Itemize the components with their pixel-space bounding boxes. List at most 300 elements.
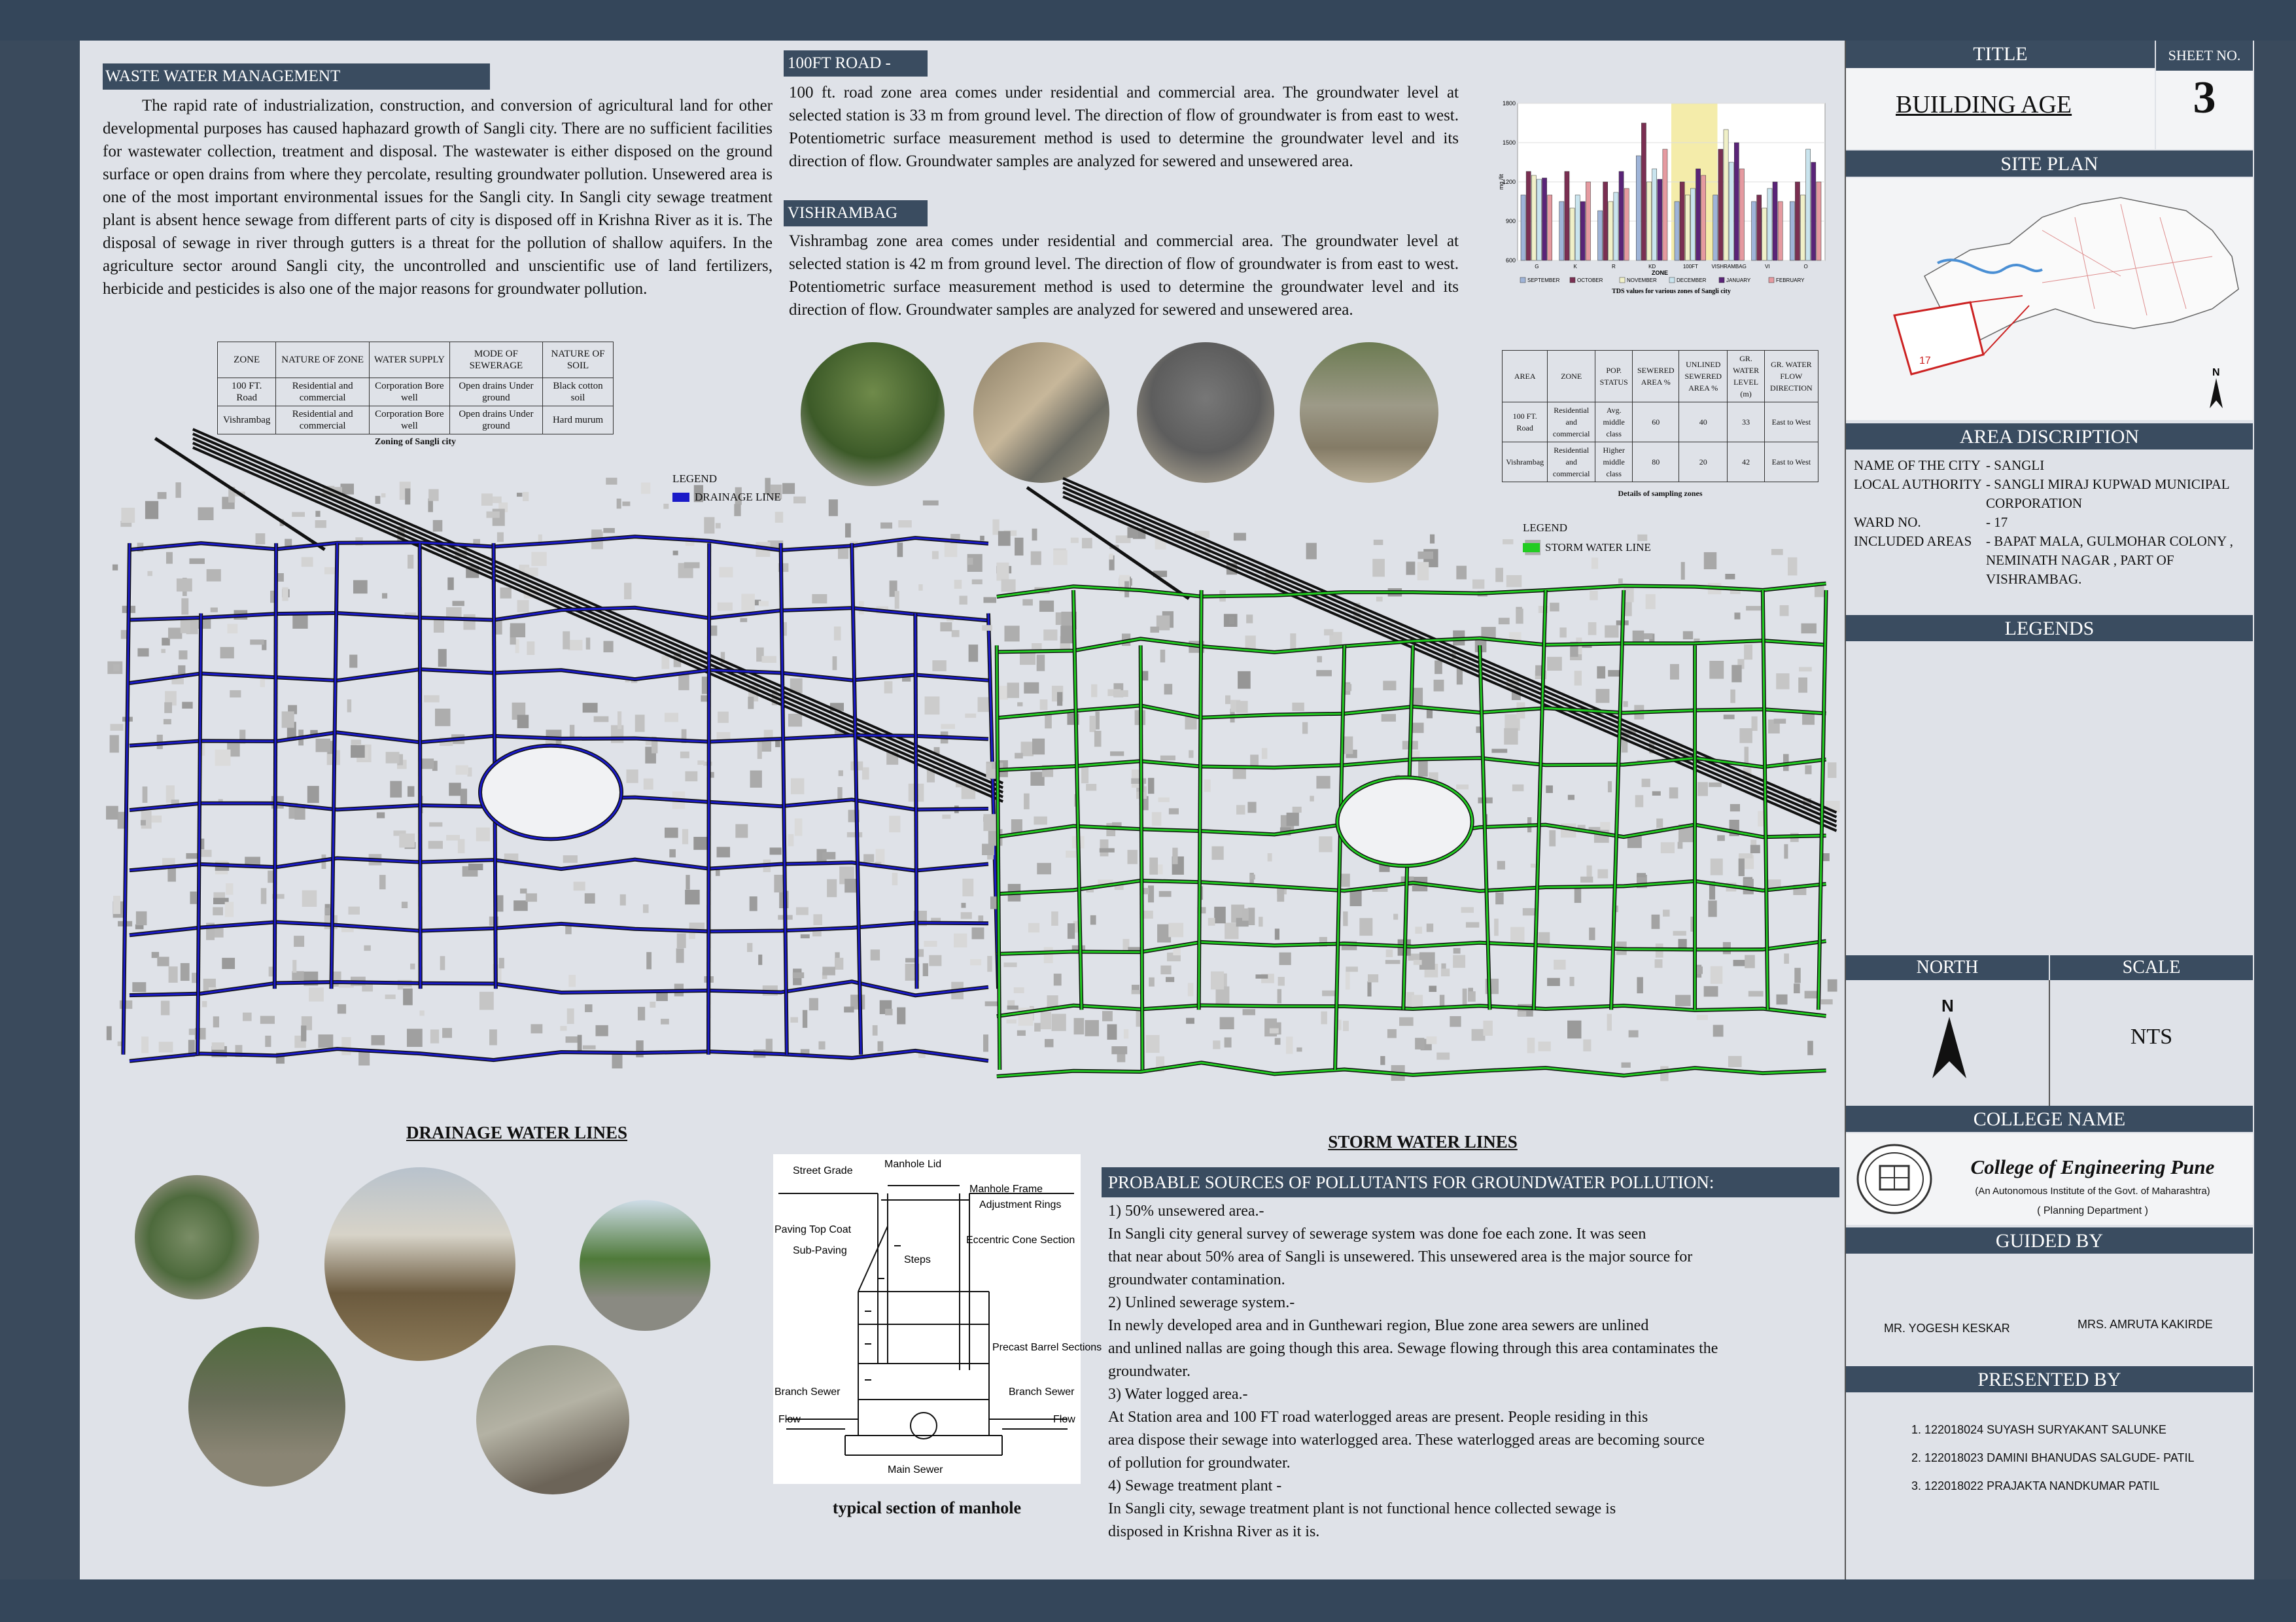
building-block — [349, 655, 357, 668]
chart-bar — [1817, 182, 1821, 260]
drainage-legend-title: LEGEND — [672, 472, 717, 485]
manhole-label: Flow — [1053, 1414, 1075, 1425]
building-block — [1160, 966, 1171, 975]
manhole-diagram — [773, 1154, 1102, 1484]
chart-bar — [1767, 188, 1772, 260]
building-block — [1633, 631, 1644, 643]
building-block — [456, 766, 468, 775]
sampling-cell: 33 — [1728, 402, 1764, 442]
pollutant-line: In newly developed area and in Gunthewari region, Blue zone area sewers are unlined — [1108, 1317, 1649, 1334]
building-block — [1031, 552, 1041, 565]
storm-legend-title: LEGEND — [1523, 521, 1567, 534]
building-block — [1322, 991, 1336, 996]
building-block — [682, 829, 688, 844]
building-block — [646, 741, 653, 745]
building-block — [294, 936, 304, 947]
building-block — [1597, 869, 1608, 878]
building-block — [718, 712, 729, 723]
building-block — [277, 573, 283, 582]
manhole-label: Branch Sewer — [1009, 1386, 1075, 1398]
building-block — [1007, 1019, 1017, 1023]
building-block — [213, 907, 223, 915]
building-block — [1415, 1038, 1424, 1049]
chart-legend-swatch — [1769, 277, 1774, 283]
building-block — [1539, 1042, 1551, 1051]
building-block — [1007, 682, 1019, 697]
building-block — [1071, 538, 1079, 543]
storm-legend — [1523, 521, 1651, 554]
building-block — [1374, 540, 1383, 545]
area-key: NAME OF THE CITY — [1854, 457, 1981, 473]
building-block — [1637, 977, 1643, 993]
building-block — [1214, 907, 1226, 923]
area-line — [1854, 475, 2249, 513]
building-block — [1043, 629, 1057, 641]
chart-legend-swatch — [1620, 277, 1625, 283]
building-block — [585, 893, 595, 904]
building-block — [1711, 966, 1723, 984]
building-block — [1828, 979, 1837, 992]
manhole-label: Manhole Frame — [969, 1184, 1043, 1195]
building-block — [1149, 858, 1158, 875]
building-block — [341, 484, 355, 495]
building-block — [704, 517, 714, 533]
chart-bar — [1690, 188, 1695, 260]
building-block — [113, 896, 120, 914]
building-block — [1457, 668, 1463, 684]
building-block — [1608, 781, 1612, 792]
building-block — [1463, 989, 1467, 1004]
building-block — [1015, 753, 1023, 759]
building-block — [586, 638, 591, 650]
building-block — [643, 904, 649, 913]
zoning-cell: Corporation Bore well — [369, 378, 449, 406]
building-block — [940, 622, 952, 631]
building-block — [1085, 1020, 1099, 1036]
building-block — [1798, 677, 1807, 692]
building-block — [1589, 928, 1595, 940]
building-block — [1784, 844, 1788, 858]
chart-bar — [1729, 162, 1733, 260]
building-block — [1418, 760, 1428, 777]
service-line — [781, 543, 787, 1054]
building-block — [565, 925, 571, 934]
storm-caption: STORM WATER LINES — [1328, 1132, 1518, 1152]
drawing-title: BUILDING AGE — [1896, 91, 2072, 118]
building-block — [1453, 955, 1465, 968]
building-block — [377, 812, 385, 818]
chart-bar — [1531, 175, 1536, 260]
building-block — [1236, 805, 1245, 814]
building-block — [1429, 986, 1436, 992]
building-block — [834, 627, 841, 641]
chart-bar — [1580, 202, 1585, 260]
building-block — [1713, 1025, 1724, 1036]
building-block — [225, 902, 234, 917]
building-block — [338, 1004, 346, 1014]
building-block — [686, 875, 689, 890]
ward-highlight — [1894, 302, 1983, 374]
chart-legend-swatch — [1570, 277, 1575, 283]
building-block — [795, 819, 803, 836]
building-block — [568, 975, 576, 987]
building-block — [1546, 785, 1553, 793]
building-block — [1296, 1048, 1302, 1052]
building-block — [918, 584, 922, 591]
zoning-table-caption: Zoning of Sangli city — [374, 437, 457, 447]
building-block — [1090, 716, 1096, 732]
building-block — [434, 620, 444, 632]
building-block — [1102, 1011, 1113, 1021]
building-block — [693, 837, 707, 850]
building-block — [1583, 1040, 1591, 1051]
building-block — [315, 511, 320, 517]
building-block — [1669, 787, 1679, 798]
building-block — [408, 786, 414, 797]
building-block — [591, 529, 602, 538]
building-block — [661, 1019, 669, 1025]
building-block — [1287, 813, 1299, 826]
building-block — [812, 931, 822, 936]
building-block — [1717, 835, 1725, 841]
presenter-name: 1. 122018024 SUYASH SURYAKANT SALUNKE — [1911, 1423, 2166, 1436]
building-block — [1596, 689, 1610, 703]
building-block — [1236, 701, 1248, 713]
building-block — [1316, 776, 1330, 788]
building-block — [829, 499, 838, 516]
building-block — [1146, 1035, 1160, 1053]
college-logo-icon — [1855, 1142, 1934, 1216]
building-block — [1776, 995, 1787, 1005]
building-block — [638, 1007, 645, 1021]
building-block — [1028, 923, 1039, 932]
table-row — [218, 378, 614, 406]
building-block — [1704, 552, 1716, 569]
building-block — [190, 892, 196, 904]
building-block — [256, 533, 266, 544]
building-block — [1678, 842, 1683, 849]
building-block — [230, 690, 241, 697]
sampling-cell: 100 FT. Road — [1503, 402, 1548, 442]
building-block — [563, 631, 570, 649]
building-block — [884, 681, 893, 694]
highway-line — [193, 443, 1003, 797]
building-block — [269, 966, 273, 976]
area-line — [1854, 513, 2249, 532]
building-block — [250, 639, 264, 644]
vishrambag-heading: VISHRAMBAG — [784, 200, 928, 226]
building-block — [1618, 578, 1623, 584]
building-block — [1385, 960, 1400, 964]
building-block — [405, 488, 410, 504]
chart-bar — [1641, 123, 1646, 260]
building-block — [385, 995, 396, 999]
building-block — [1605, 626, 1618, 638]
chart-x-label: ZONE — [1652, 270, 1669, 276]
chart-legend-label: SEPTEMBER — [1527, 277, 1560, 283]
zoning-cell: Vishrambag — [218, 406, 276, 434]
building-block — [1730, 804, 1740, 811]
building-block — [1158, 798, 1170, 802]
building-block — [481, 493, 493, 506]
building-block — [697, 760, 704, 765]
sampling-header-cell: AREA — [1503, 351, 1548, 402]
pollutant-line: In Sangli city general survey of sewerage system was done foe each zone. It was seen — [1108, 1225, 1646, 1243]
building-block — [1032, 739, 1045, 754]
college-subtitle: (An Autonomous Institute of the Govt. of Maharashtra) — [1975, 1186, 2210, 1197]
building-block — [617, 711, 621, 729]
building-block — [531, 1024, 542, 1033]
sampling-cell: Higher middle class — [1595, 442, 1632, 482]
pollutant-line: that near about 50% area of Sangli is unsewered. This unsewered area is the major source for — [1108, 1248, 1693, 1265]
building-block — [889, 816, 900, 832]
building-block — [461, 788, 467, 805]
area-line — [1854, 456, 2249, 475]
building-block — [1441, 968, 1450, 976]
building-block — [1095, 712, 1099, 730]
building-block — [282, 588, 288, 601]
drain-photo-2 — [324, 1167, 515, 1361]
chart-bar — [1685, 195, 1690, 260]
building-block — [757, 742, 762, 759]
sampling-cell: Avg. middle class — [1595, 402, 1632, 442]
storm-legend-label: STORM WATER LINE — [1545, 541, 1651, 554]
building-block — [603, 528, 615, 533]
chart-x-tick: VISHRAMBAG — [1711, 264, 1747, 270]
zoning-cell: Black cotton soil — [543, 378, 614, 406]
sampling-cell: Residential and commercial — [1548, 442, 1595, 482]
building-block — [517, 493, 522, 497]
building-block — [892, 873, 898, 885]
building-block — [1262, 748, 1267, 759]
building-block — [141, 820, 146, 825]
building-block — [407, 1029, 423, 1047]
building-block — [796, 907, 809, 915]
building-block — [1264, 1019, 1277, 1037]
chart-bar — [1570, 208, 1574, 260]
building-block — [182, 702, 192, 709]
building-block — [1731, 665, 1741, 682]
building-block — [1453, 948, 1461, 954]
building-block — [113, 565, 118, 571]
pollutant-line: At Station area and 100 FT road waterlogged areas are present. People residing in this — [1108, 1409, 1648, 1426]
pollutants-text — [1108, 1200, 1834, 1543]
building-block — [358, 1051, 370, 1065]
building-block — [1319, 836, 1332, 852]
building-block — [1149, 978, 1155, 987]
building-block — [1275, 1038, 1281, 1044]
pollutant-line: of pollution for groundwater. — [1108, 1455, 1291, 1472]
building-block — [1656, 819, 1663, 828]
building-block — [583, 1046, 596, 1049]
manhole-label: Sub-Paving — [793, 1245, 847, 1256]
building-block — [222, 958, 235, 969]
building-block — [1828, 762, 1837, 778]
service-line — [420, 543, 421, 989]
building-block — [1823, 853, 1830, 861]
drain-photo-3 — [580, 1200, 710, 1331]
building-block — [1570, 977, 1574, 986]
building-block — [1003, 962, 1017, 967]
building-block — [1635, 795, 1643, 807]
building-block — [620, 894, 626, 906]
chart-bar — [1762, 208, 1767, 260]
building-block — [1629, 1031, 1639, 1038]
presented-by-label: PRESENTED BY — [1846, 1366, 2253, 1392]
building-block — [1472, 579, 1484, 588]
building-block — [594, 716, 609, 722]
building-block — [1367, 981, 1371, 996]
building-block — [520, 889, 527, 894]
sheet-number: 3 — [2193, 73, 2216, 123]
building-block — [818, 1041, 825, 1049]
chart-bar — [1724, 130, 1728, 260]
building-block — [1268, 853, 1272, 862]
building-block — [924, 941, 937, 947]
building-block — [570, 725, 574, 737]
building-block — [1427, 924, 1433, 932]
building-block — [1343, 1021, 1349, 1031]
chart-bar — [1614, 192, 1618, 260]
building-block — [775, 512, 783, 523]
building-block — [1238, 671, 1251, 689]
building-block — [1150, 627, 1159, 633]
chart-y-tick: 1500 — [1502, 139, 1516, 146]
building-block — [435, 709, 450, 726]
building-block — [106, 806, 118, 820]
building-block — [302, 557, 313, 567]
chart-bar — [1619, 171, 1624, 260]
chart-bar — [1795, 182, 1800, 260]
building-block — [1037, 655, 1045, 671]
building-block — [1784, 953, 1789, 964]
highway-line — [193, 448, 1003, 802]
building-block — [110, 724, 123, 730]
sampling-header-cell: GR. WATER LEVEL (m) — [1728, 351, 1764, 402]
north-scale-divider — [2049, 980, 2050, 1108]
building-block — [113, 664, 120, 671]
building-block — [1642, 779, 1650, 787]
building-block — [1017, 702, 1022, 706]
building-block — [1110, 751, 1124, 756]
building-block — [1748, 991, 1764, 997]
building-block — [925, 696, 940, 714]
building-block — [622, 502, 630, 506]
building-block — [1131, 778, 1146, 784]
building-block — [1708, 900, 1716, 917]
chart-bar — [1548, 195, 1552, 260]
building-block — [1697, 782, 1708, 796]
building-block — [1683, 631, 1693, 639]
building-block — [812, 594, 827, 603]
chart-bar — [1526, 171, 1531, 260]
building-block — [1516, 608, 1523, 624]
building-block — [1090, 915, 1096, 925]
college-name: College of Engineering Pune — [1970, 1155, 2215, 1178]
building-block — [1559, 627, 1566, 637]
building-block — [1204, 779, 1211, 792]
chart-bar — [1734, 143, 1739, 260]
building-block — [905, 958, 916, 962]
building-block — [517, 715, 529, 728]
building-block — [1017, 1031, 1026, 1036]
building-block — [1292, 703, 1304, 711]
building-block — [710, 626, 718, 636]
building-block — [1746, 606, 1761, 610]
building-block — [1005, 626, 1020, 641]
building-block — [463, 614, 475, 630]
building-block — [1406, 561, 1415, 574]
pollutant-line: and unlined nallas are going though this area. Sewage flowing through this area contaminates the — [1108, 1340, 1718, 1357]
pollutant-line: area dispose their sewage into waterlogged area. These waterlogged areas are becoming source — [1108, 1432, 1705, 1449]
chart-bar — [1806, 149, 1811, 260]
building-block — [1418, 562, 1429, 580]
wastewater-heading: WASTE WATER MANAGEMENT — [103, 63, 490, 90]
building-block — [983, 597, 996, 603]
building-block — [1234, 533, 1246, 540]
storm-legend-row — [1523, 541, 1651, 554]
building-block — [677, 934, 686, 948]
building-block — [673, 551, 678, 555]
zoning-header-cell: ZONE — [218, 342, 276, 378]
building-block — [1799, 667, 1812, 671]
building-block — [932, 551, 939, 559]
building-block — [563, 855, 578, 863]
building-block — [847, 832, 862, 837]
building-block — [1426, 1036, 1436, 1044]
site-photo-road — [1137, 342, 1274, 483]
chart-bar — [1752, 202, 1756, 260]
manhole-label: Flow — [778, 1414, 801, 1425]
building-block — [1343, 911, 1348, 926]
building-block — [839, 770, 843, 776]
zoning-cell: 100 FT. Road — [218, 378, 276, 406]
building-block — [1435, 660, 1442, 674]
chart-bar — [1790, 202, 1794, 260]
building-block — [282, 711, 294, 728]
building-block — [1794, 968, 1800, 983]
building-block — [1393, 914, 1398, 920]
building-block — [759, 601, 769, 606]
building-block — [424, 696, 440, 703]
building-block — [665, 828, 678, 838]
building-block — [440, 956, 445, 970]
building-block — [1468, 991, 1476, 1002]
building-block — [1220, 1017, 1234, 1030]
building-block — [862, 767, 869, 780]
building-block — [1001, 579, 1016, 591]
building-block — [1225, 1037, 1232, 1047]
sampling-cell: 40 — [1679, 402, 1728, 442]
building-block — [227, 624, 237, 634]
building-block — [1550, 603, 1559, 611]
building-block — [381, 493, 386, 497]
building-block — [1745, 747, 1749, 765]
building-block — [1159, 891, 1172, 897]
chart-bar — [1658, 179, 1662, 260]
building-block — [876, 849, 885, 864]
building-block — [923, 963, 928, 976]
building-block — [835, 958, 843, 970]
building-block — [1512, 785, 1523, 791]
building-block — [1172, 848, 1177, 864]
building-block — [1704, 986, 1718, 996]
building-block — [1750, 845, 1760, 853]
building-block — [1368, 974, 1378, 982]
building-block — [1132, 985, 1139, 991]
building-block — [1574, 671, 1582, 685]
building-block — [990, 896, 998, 909]
